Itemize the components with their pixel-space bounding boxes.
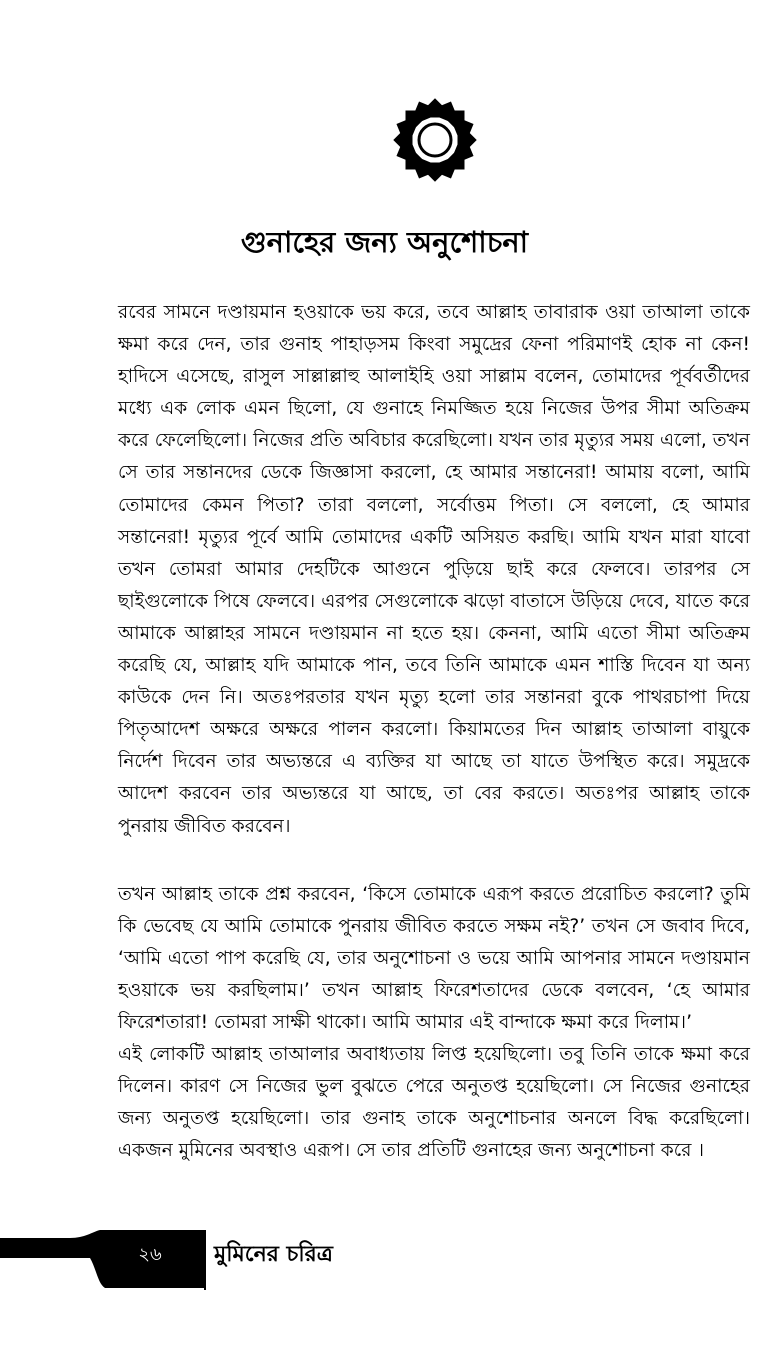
body-text — [118, 297, 750, 1167]
paragraph-3: এই লোকটি আল্লাহ তাআলার অবাধ্যতায় লিপ্ত হয়েছিলো। তবু তিনি তাকে ক্ষমা করে দিলেন। কারণ সে নিজের ভুল বুঝতে পেরে অনুতপ্ত হয়েছিলো। সে নিজের গুনাহের জন্য অনুতপ্ত হয়েছিলো। তার গুনাহ তাকে অনুশোচনার অনলে বিদ্ধ করেছিলো। একজন মুমিনের অবস্থাও এরূপ। সে তার প্রতিটি গুনাহের জন্য অনুশোচনা করে । — [118, 1044, 750, 1162]
paragraph-2: তখন আল্লাহ তাকে প্রশ্ন করবেন, ‘কিসে তোমাকে এরূপ করতে প্ররোচিত করলো? তুমি কি ভেবেছ যে আমি তোমাকে পুনরায় জীবিত করতে সক্ষম নই?’ তখন সে জবাব দিবে, ‘আমি এতো পাপ করেছি যে, তার অনুশোচনা ও ভয়ে আমি আপনার সামনে দণ্ডায়মান হওয়াকে ভয় করছিলাম।’ তখন আল্লাহ ফিরেশতাদের ডেকে বলবেন, ‘হে আমার ফিরেশতারা! তোমরা সাক্ষী থাকো। আমি আমার এই বান্দাকে ক্ষমা করে দিলাম।’ — [118, 883, 750, 1033]
geometric-star-ornament-icon — [380, 85, 490, 195]
book-title: মুমিনের চরিত্র — [214, 1242, 333, 1267]
paragraph-1: রবের সামনে দণ্ডায়মান হওয়াকে ভয় করে, তবে আল্লাহ তাবারাক ওয়া তাআলা তাকে ক্ষমা করে দেন, তার গুনাহ পাহাড়সম কিংবা সমুদ্রের ফেনা পরিমাণই হোক না কেন! হাদিসে এসেছে, রাসুল সাল্লাল্লাহু আলাইহি ওয়া সাল্লাম বলেন, তোমাদের পূর্ববর্তীদের মধ্যে এক লোক এমন ছিলো, যে গুনাহে নিমজ্জিত হয়ে নিজের উপর সীমা অতিক্রম করে ফেলেছিলো। নিজের প্রতি অবিচার করেছিলো। যখন তার মৃত্যুর সময় এলো, তখন সে তার সন্তানদের ডেকে জিজ্ঞাসা করলো, হে আমার সন্তানেরা! আমায় বলো, আমি তোমাদের কেমন পিতা? তারা বললো, সর্বোত্তম পিতা। সে বললো, হে আমার সন্তানেরা! মৃত্যুর পূর্বে আমি তোমাদের একটি অসিয়ত করছি। আমি যখন মারা যাবো তখন তোমরা আমার দেহটিকে আগুনে পুড়িয়ে ছাই করে ফেলবে। তারপর সে ছাইগুলোকে পিষে ফেলবে। এরপর সেগুলোকে ঝড়ো বাতাসে উড়িয়ে দেবে, যাতে করে আমাকে আল্লাহর সামনে দণ্ডায়মান না হতে হয়। কেননা, আমি এতো সীমা অতিক্রম করেছি যে, আল্লাহ যদি আমাকে পান, তবে তিনি আমাকে এমন শাস্তি দিবেন যা অন্য কাউকে দেন নি। অতঃপরতার যখন মৃত্যু হলো তার সন্তানরা বুকে পাথরচাপা দিয়ে পিতৃআদেশ অক্ষরে অক্ষরে পালন করলো। কিয়ামতের দিন আল্লাহ তাআলা বায়ুকে নির্দেশ দিবেন তার অভ্যন্তরে এ ব্যক্তির যা আছে তা যাতে উপস্থিত করে। সমুদ্রকে আদেশ করবেন তার অভ্যন্তরে যা আছে, তা বের করতে। অতঃপর আল্লাহ তাকে পুনরায় জীবিত করবেন। — [118, 302, 750, 837]
page-number: ২৬ — [138, 1244, 162, 1265]
paragraph-spacer — [118, 843, 750, 879]
chapter-title: গুনাহের জন্য অনুশোচনা — [240, 225, 529, 259]
footer-divider — [204, 1230, 206, 1290]
